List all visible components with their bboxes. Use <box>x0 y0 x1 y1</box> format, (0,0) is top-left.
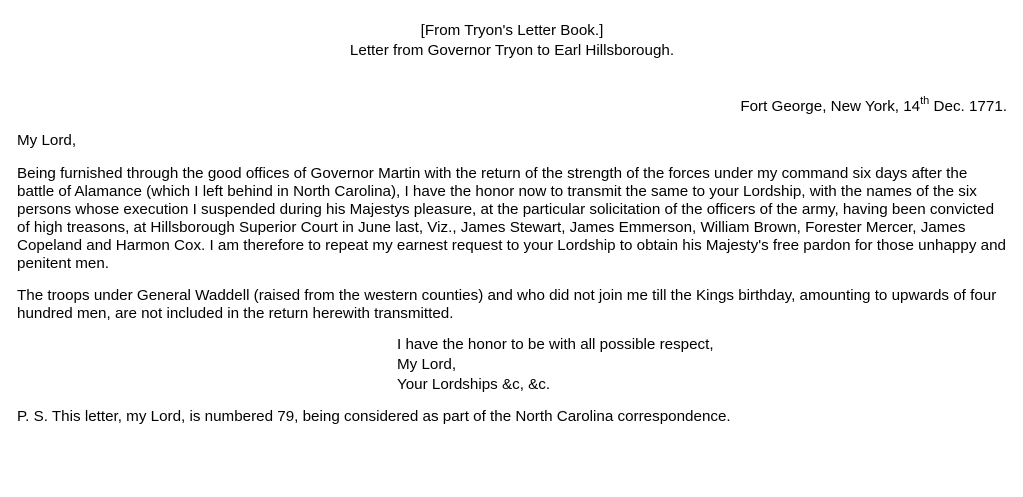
dateline-place: Fort George, New York, 14 <box>740 98 921 115</box>
closing-line-3: Your Lordships &c, &c. <box>397 376 551 393</box>
dateline-ordinal: th <box>920 94 930 107</box>
paragraph-2: The troops under General Waddell (raised from the western counties) and who did not join me till the Kings birthday, amounting to upwards of four hundred men, are not included in the return herewith transmitted. <box>17 287 997 322</box>
dateline-date: Dec. 1771. <box>929 98 1007 115</box>
letter-heading <box>17 21 1007 61</box>
postscript: P. S. This letter, my Lord, is numbered 79, being considered as part of the North Carolina correspondence. <box>17 408 731 425</box>
closing-block <box>397 335 1007 395</box>
letter-page <box>17 21 1007 427</box>
source-note: [From Tryon's Letter Book.] <box>420 22 604 39</box>
dateline <box>17 94 1007 117</box>
paragraph-1: Being furnished through the good offices of Governor Martin with the return of the strength of the forces under my command six days after the battle of Alamance (which I left behind in North Carolina), I have the honor now to transmit the same to your Lordship, with the names of the six persons whose execution I suspended during his Majestys pleasure, at the particular solicitation of the officers of the army, having been convicted of high treasons, at Hillsborough Superior Court in June last, Viz., James Stewart, James Emmerson, William Brown, Forester Mercer, James Copeland and Harmon Cox. I am therefore to repeat my earnest request to your Lordship to obtain his Majesty's free pardon for those unhappy and penitent men. <box>17 165 1006 272</box>
letter-title: Letter from Governor Tryon to Earl Hillsborough. <box>349 42 675 59</box>
closing-line-2: My Lord, <box>397 356 457 373</box>
closing-line-1: I have the honor to be with all possible respect, <box>397 336 714 353</box>
salutation: My Lord, <box>17 132 77 149</box>
